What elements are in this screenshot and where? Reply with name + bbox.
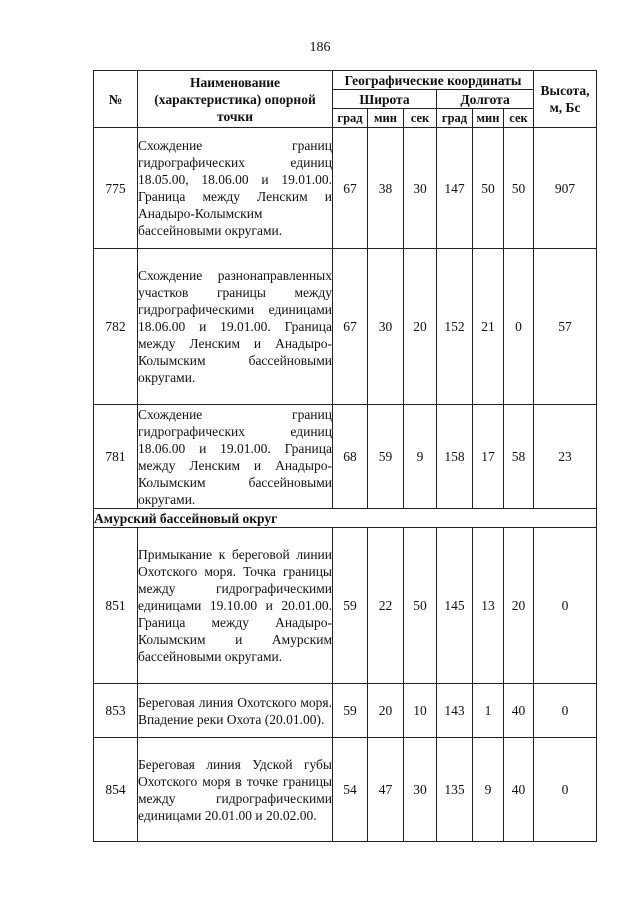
lat-min: 30: [368, 249, 404, 405]
lat-deg: 59: [333, 684, 368, 738]
row-num: 854: [94, 738, 138, 842]
row-name: Схождение разнонаправленных участков границы между гидрографическими единицами 18.06.00 и 19.01.00. Граница между Ленским и Анадыро-Колымским бассейновыми округами.: [138, 249, 333, 405]
header-lat-sec: сек: [404, 109, 437, 128]
row-num: 782: [94, 249, 138, 405]
coordinates-table: [93, 70, 597, 842]
lon-deg: 143: [437, 684, 473, 738]
lat-min: 47: [368, 738, 404, 842]
header-lat-deg: град: [333, 109, 368, 128]
height: 0: [534, 684, 597, 738]
lat-deg: 54: [333, 738, 368, 842]
table-row: [94, 738, 597, 842]
lon-deg: 158: [437, 405, 473, 509]
height: 23: [534, 405, 597, 509]
lat-sec: 10: [404, 684, 437, 738]
lat-sec: 50: [404, 528, 437, 684]
lat-sec: 30: [404, 128, 437, 249]
height: 0: [534, 528, 597, 684]
lon-sec: 50: [504, 128, 534, 249]
lon-min: 21: [473, 249, 504, 405]
header-geo: Географические координаты: [333, 71, 534, 90]
table-row: [94, 684, 597, 738]
table-row: [94, 405, 597, 509]
lat-min: 22: [368, 528, 404, 684]
table-row: [94, 128, 597, 249]
row-num: 851: [94, 528, 138, 684]
lon-sec: 20: [504, 528, 534, 684]
lon-deg: 145: [437, 528, 473, 684]
lon-min: 17: [473, 405, 504, 509]
row-name: Примыкание к береговой линии Охотского моря. Точка границы между гидрографическими единицами 19.10.00 и 20.01.00. Граница между Анадыро-Колымским и Амурским бассейновыми округами.: [138, 528, 333, 684]
lon-deg: 135: [437, 738, 473, 842]
lat-deg: 68: [333, 405, 368, 509]
lat-deg: 67: [333, 249, 368, 405]
table-row: [94, 249, 597, 405]
lat-deg: 67: [333, 128, 368, 249]
lat-min: 38: [368, 128, 404, 249]
lat-min: 59: [368, 405, 404, 509]
header-lat-min: мин: [368, 109, 404, 128]
row-num: 853: [94, 684, 138, 738]
lat-sec: 9: [404, 405, 437, 509]
lat-deg: 59: [333, 528, 368, 684]
section-title: Амурский бассейновый округ: [94, 509, 597, 528]
header-lon-min: мин: [473, 109, 504, 128]
table-row: [94, 528, 597, 684]
header-height: Высота, м, Бс: [534, 71, 597, 128]
header-num: №: [94, 71, 138, 128]
height: 57: [534, 249, 597, 405]
lon-min: 50: [473, 128, 504, 249]
row-name: Схождение границ гидрографических единиц 18.06.00 и 19.01.00. Граница между Ленским и Анадыро-Колымским бассейновыми округами.: [138, 406, 332, 507]
header-name: Наименование (характеристика) опорной точки: [138, 71, 333, 128]
height: 907: [534, 128, 597, 249]
lat-min: 20: [368, 684, 404, 738]
row-name: Береговая линия Охотского моря. Впадение реки Охота (20.01.00).: [138, 684, 333, 738]
lon-deg: 152: [437, 249, 473, 405]
lon-min: 13: [473, 528, 504, 684]
lat-sec: 20: [404, 249, 437, 405]
lat-sec: 30: [404, 738, 437, 842]
header-lon-sec: сек: [504, 109, 534, 128]
lon-sec: 40: [504, 738, 534, 842]
lon-sec: 58: [504, 405, 534, 509]
page-number: 186: [309, 40, 331, 55]
height: 0: [534, 738, 597, 842]
row-name: Схождение границ гидрографических единиц 18.05.00, 18.06.00 и 19.01.00. Граница между Ленским и Анадыро-Колымским бассейновыми округами.: [138, 128, 333, 249]
lon-sec: 0: [504, 249, 534, 405]
header-lat: Широта: [333, 90, 437, 109]
row-name: Береговая линия Удской губы Охотского моря в точке границы между гидрографическими единицами 20.01.00 и 20.02.00.: [138, 738, 333, 842]
lon-sec: 40: [504, 684, 534, 738]
header-lon-deg: град: [437, 109, 473, 128]
lon-min: 9: [473, 738, 504, 842]
lon-min: 1: [473, 684, 504, 738]
lon-deg: 147: [437, 128, 473, 249]
section-row: [94, 509, 597, 528]
row-num: 775: [94, 128, 138, 249]
header-lon: Долгота: [437, 90, 534, 109]
row-num: 781: [94, 405, 138, 509]
